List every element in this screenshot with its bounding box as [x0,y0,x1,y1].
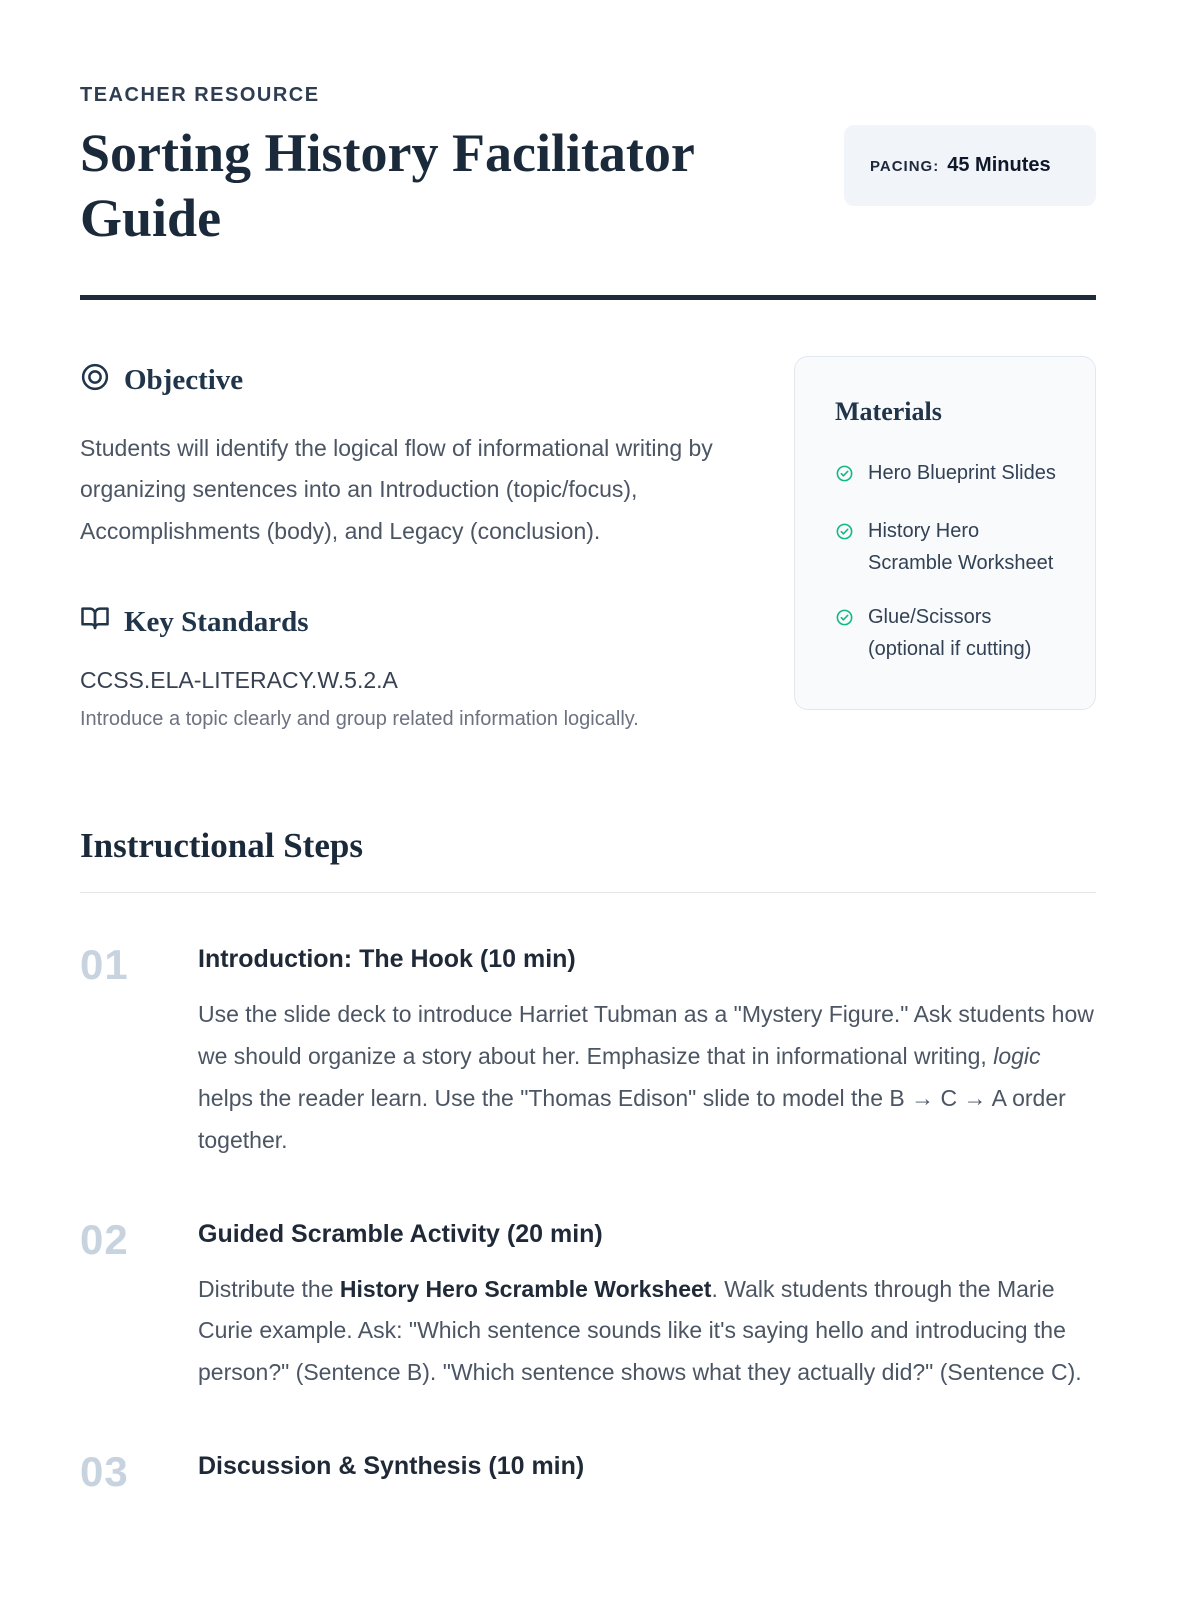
step-title: Introduction: The Hook (10 min) [198,945,576,974]
materials-item-label: History Hero Scramble Worksheet [868,519,1054,574]
steps-heading: Instructional Steps [80,826,363,866]
pacing-value: 45 Minutes [947,154,1051,176]
step-number: 01 [80,941,129,989]
objective-heading-label: Objective [124,364,244,397]
steps-section [80,826,1096,1501]
step-number: 03 [80,1448,129,1496]
overview-left-column [80,356,734,739]
page-header [80,84,1096,251]
step-item [80,1448,1096,1501]
check-circle-icon [835,601,854,637]
materials-panel [794,356,1096,710]
overview-band [80,356,1096,739]
materials-item [835,457,1059,493]
step-title: Guided Scramble Activity (20 min) [198,1219,603,1248]
pacing-label: PACING: [870,158,940,175]
step-item [80,941,1096,1161]
steps-divider [80,892,1096,893]
book-open-icon [80,603,110,641]
pacing-badge [844,125,1096,206]
materials-list [835,457,1059,665]
check-circle-icon [835,457,854,493]
materials-item-label: Hero Blueprint Slides [868,461,1056,484]
eyebrow-label: TEACHER RESOURCE [80,84,320,106]
objective-text: Students will identify the logical flow of informational writing by organizing sentences into an Introduction (topic/focus), Accomplishments (body), and Legacy (conclusion). [80,434,713,545]
materials-heading: Materials [835,396,942,426]
materials-item [835,601,1059,665]
standard-description: Introduce a topic clearly and group related information logically. [80,708,639,731]
key-standards-heading-label: Key Standards [124,605,309,638]
step-number: 02 [80,1215,129,1263]
objective-heading [80,362,734,400]
page-title: Sorting History Facilitator Guide [80,123,694,248]
materials-item-label: Glue/Scissors (optional if cutting) [868,605,1032,660]
key-standards-heading [80,603,734,641]
step-title: Discussion & Synthesis (10 min) [198,1452,585,1481]
target-icon [80,362,110,400]
step-item [80,1216,1096,1395]
step-description: Distribute the History Hero Scramble Worksheet. Walk students through the Marie Curie example. Ask: "Which sentence sounds like it's saying hello and introducing the person?" (Sentence B). "Which sentence shows what they actually did?" (Sentence C). [198,1275,1082,1386]
standard-code: CCSS.ELA-LITERACY.W.5.2.A [80,667,398,694]
check-circle-icon [835,515,854,551]
header-divider [80,295,1096,300]
steps-list [80,941,1096,1501]
key-standards-section [80,603,734,738]
step-description: Use the slide deck to introduce Harriet Tubman as a "Mystery Figure." Ask students how we should organize a story about her. Emphasize that in informational writing, logic helps the reader learn. Use the "Thomas Edison" slide to model the B → C → A order together. [198,1001,1094,1153]
materials-item [835,515,1059,579]
